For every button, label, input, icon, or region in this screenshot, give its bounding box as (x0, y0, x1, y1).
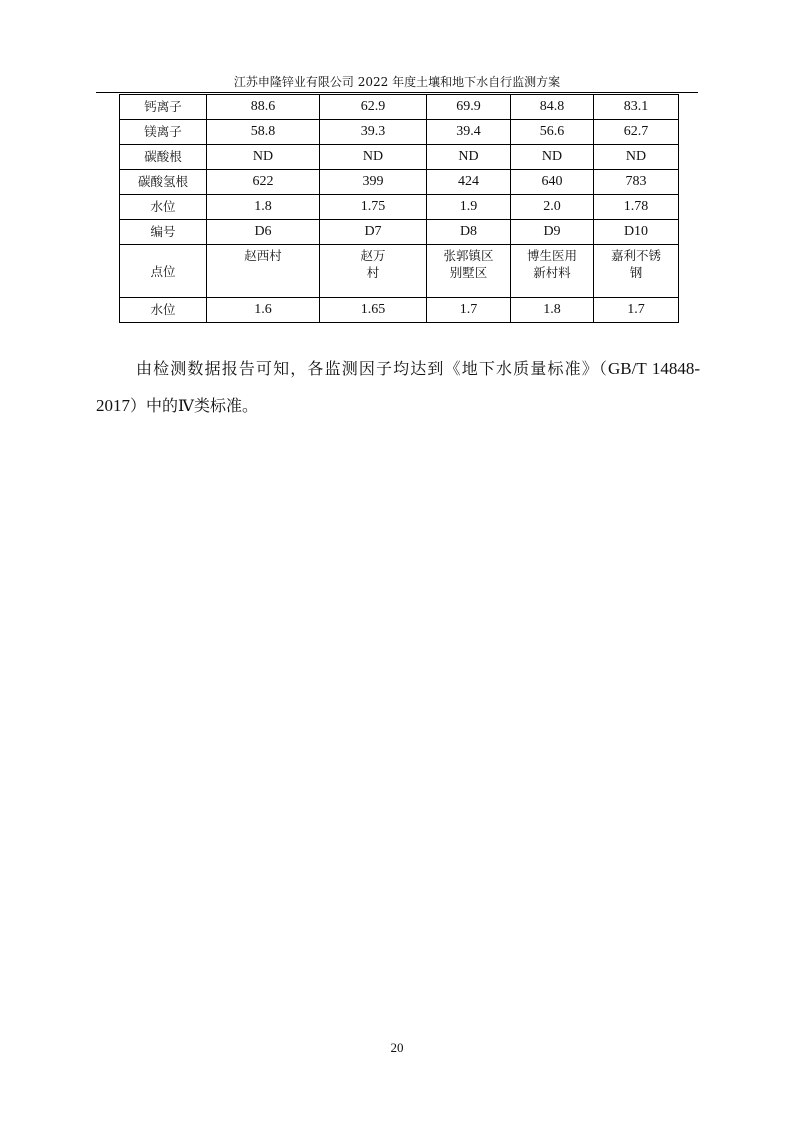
monitoring-data-table (119, 94, 679, 323)
table-cell: 1.6 (207, 298, 320, 323)
table-cell: 1.78 (594, 195, 679, 220)
table-row (120, 170, 679, 195)
standard-code: GB/T 14848-2017 (96, 359, 700, 415)
row-label: 编号 (120, 220, 207, 245)
table-cell: 622 (207, 170, 320, 195)
location-name: 张郭镇区别墅区 (443, 248, 494, 280)
table-cell: D8 (427, 220, 511, 245)
table-row (120, 298, 679, 323)
table-cell (207, 245, 320, 298)
paragraph-text-end: ）中的Ⅳ类标准。 (130, 396, 258, 415)
table-cell: 62.9 (320, 95, 427, 120)
table-cell: 39.4 (427, 120, 511, 145)
table-cell: 83.1 (594, 95, 679, 120)
row-label: 水位 (120, 298, 207, 323)
table-cell: ND (207, 145, 320, 170)
location-name: 赵万村 (360, 248, 386, 280)
table-row (120, 195, 679, 220)
table-cell: 1.8 (511, 298, 594, 323)
table-cell: 88.6 (207, 95, 320, 120)
table-cell (511, 245, 594, 298)
table-cell: ND (511, 145, 594, 170)
table-cell: 1.65 (320, 298, 427, 323)
location-name: 嘉利不锈钢 (610, 248, 661, 280)
table-cell: 1.8 (207, 195, 320, 220)
table-row (120, 145, 679, 170)
location-name: 赵西村 (244, 248, 282, 263)
table-cell (594, 245, 679, 298)
table-cell: 2.0 (511, 195, 594, 220)
table-cell: 56.6 (511, 120, 594, 145)
table-row (120, 220, 679, 245)
table-cell: 58.8 (207, 120, 320, 145)
conclusion-paragraph (96, 350, 700, 424)
table-cell: 1.7 (594, 298, 679, 323)
table-cell: D7 (320, 220, 427, 245)
table-cell: ND (427, 145, 511, 170)
table-cell: 399 (320, 170, 427, 195)
paragraph-text-start: 由检测数据报告可知，各监测因子均达到《地下水质量标准》（ (136, 359, 609, 378)
table-cell: 62.7 (594, 120, 679, 145)
table-cell: ND (594, 145, 679, 170)
table-cell: D10 (594, 220, 679, 245)
table-cell: ND (320, 145, 427, 170)
table-row (120, 95, 679, 120)
row-label: 点位 (120, 245, 207, 298)
header-divider (96, 92, 698, 93)
table-cell (320, 245, 427, 298)
table-cell: 640 (511, 170, 594, 195)
table-cell: D9 (511, 220, 594, 245)
row-label: 碳酸根 (120, 145, 207, 170)
page-number: 20 (390, 1040, 404, 1055)
table-row (120, 120, 679, 145)
table-cell: D6 (207, 220, 320, 245)
table-cell: 1.9 (427, 195, 511, 220)
table-cell (427, 245, 511, 298)
table-cell: 39.3 (320, 120, 427, 145)
page-header: 江苏申隆锌业有限公司 2022 年度土壤和地下水自行监测方案 (233, 75, 561, 89)
table-cell: 1.75 (320, 195, 427, 220)
table-cell: 783 (594, 170, 679, 195)
location-name: 博生医用新村料 (526, 248, 577, 280)
row-label: 钙离子 (120, 95, 207, 120)
row-label: 碳酸氢根 (120, 170, 207, 195)
row-label: 镁离子 (120, 120, 207, 145)
table-cell: 84.8 (511, 95, 594, 120)
row-label: 水位 (120, 195, 207, 220)
table-cell: 1.7 (427, 298, 511, 323)
table-cell: 424 (427, 170, 511, 195)
table-row (120, 245, 679, 298)
table-cell: 69.9 (427, 95, 511, 120)
